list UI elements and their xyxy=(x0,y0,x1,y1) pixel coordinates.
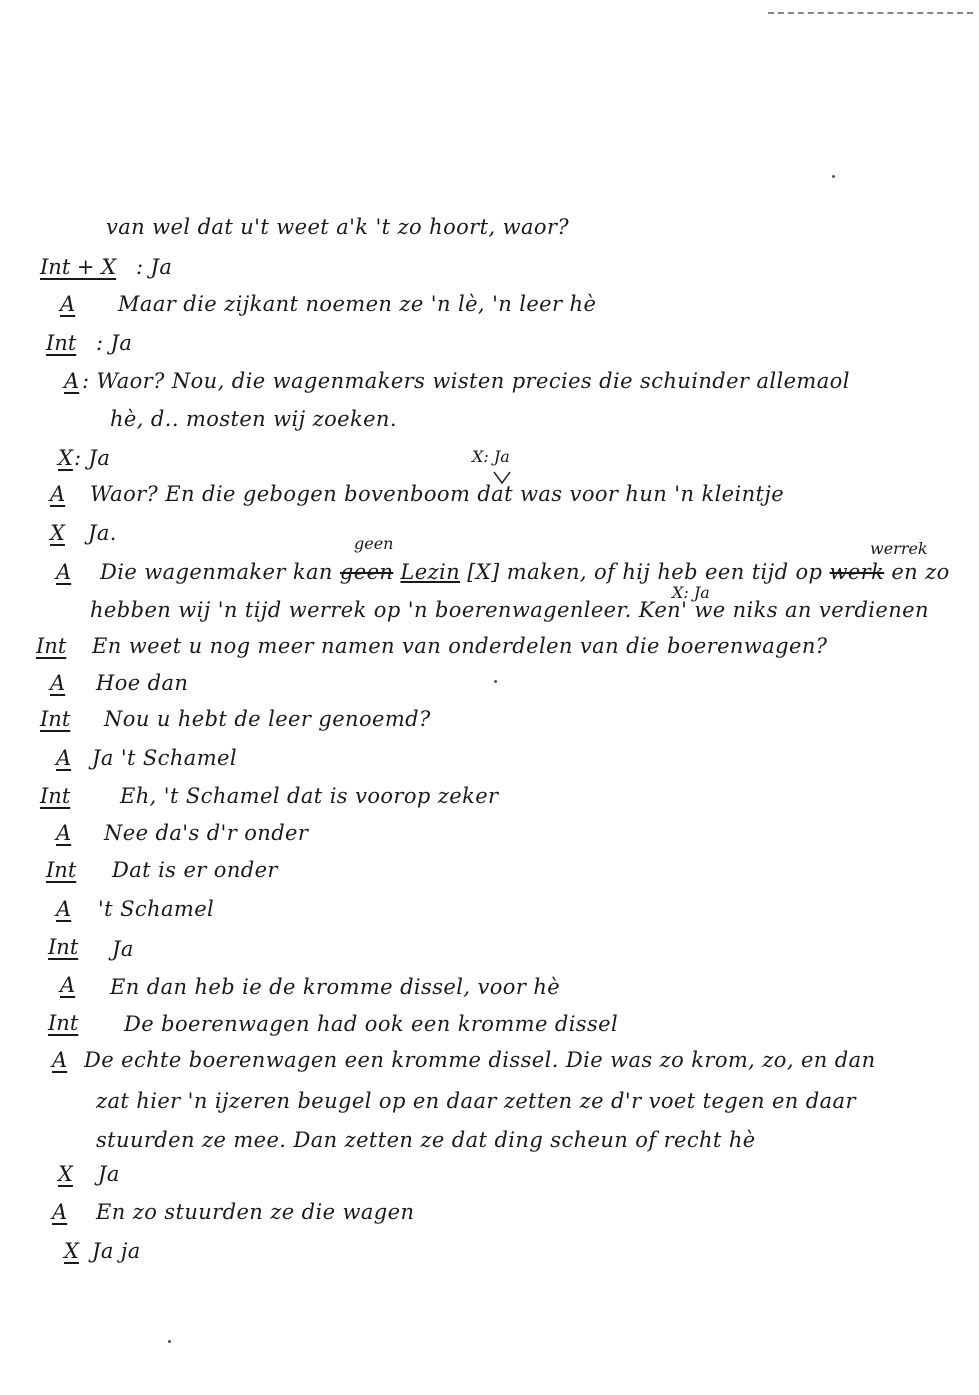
scan-speck xyxy=(494,680,497,683)
transcript-line-21: En dan heb ie de kromme dissel, voor hè xyxy=(110,975,561,999)
transcript-line-7: : Ja xyxy=(74,446,111,470)
transcript-line-28: Ja ja xyxy=(92,1239,141,1263)
transcript-line-25: stuurden ze mee. Dan zetten ze dat ding scheun of recht hè xyxy=(96,1128,756,1152)
transcript-line-16: Eh, 't Schamel dat is voorop zeker xyxy=(120,784,499,808)
transcript-line-4: : Ja xyxy=(96,331,133,355)
transcript-line-9: Ja. xyxy=(88,521,117,545)
transcript-line-22: De boerenwagen had ook een kromme dissel xyxy=(124,1012,619,1036)
interlinear-note-geen: geen xyxy=(354,534,394,553)
speaker-label-int: Int xyxy=(48,935,79,959)
speaker-label-x: X xyxy=(58,446,73,470)
interlinear-note-x-ja-2: X: Ja xyxy=(672,583,710,602)
speaker-label-a: A xyxy=(64,369,80,393)
transcript-line-26: Ja xyxy=(98,1162,120,1186)
speaker-label-a: A xyxy=(56,746,72,770)
underlined-word-lezin: Lezin xyxy=(400,560,461,584)
line-10-part-1: Die wagenmaker kan xyxy=(100,560,333,584)
transcript-line-12: En weet u nog meer namen van onderdelen van die boerenwagen? xyxy=(92,634,828,658)
transcript-line-24: zat hier 'n ijzeren beugel op en daar zetten ze d'r voet tegen en daar xyxy=(96,1089,856,1113)
transcript-line-10 xyxy=(100,559,950,585)
transcript-line-2: : Ja xyxy=(136,255,173,279)
speaker-label-int: Int xyxy=(46,858,77,882)
speaker-label-a: A xyxy=(50,671,66,695)
speaker-label-int: Int xyxy=(46,331,77,355)
transcript-line-11: hebben wij 'n tijd werrek op 'n boerenwagenleer. Ken' we niks an verdienen xyxy=(90,598,929,622)
transcript-line-14: Nou u hebt de leer genoemd? xyxy=(104,707,431,731)
speaker-label-a: A xyxy=(56,821,72,845)
scan-edge-mark xyxy=(768,12,973,16)
speaker-label-x: X xyxy=(50,521,65,545)
speaker-label-int: Int xyxy=(40,784,71,808)
struck-word-geen: geen xyxy=(339,560,394,584)
scan-speck xyxy=(832,175,835,178)
transcript-line-5: : Waor? Nou, die wagenmakers wisten precies die schuinder allemaol xyxy=(82,369,850,393)
transcript-line-8: Waor? En die gebogen bovenboom dat was voor hun 'n kleintje xyxy=(90,482,785,506)
struck-word-werk: werk xyxy=(829,560,885,584)
interlinear-note-x-ja: X: Ja xyxy=(472,447,510,466)
speaker-label-a: A xyxy=(60,973,76,997)
scan-speck xyxy=(168,1340,171,1343)
transcript-line-27: En zo stuurden ze die wagen xyxy=(96,1200,415,1224)
transcript-line-15: Ja 't Schamel xyxy=(92,746,237,770)
speaker-label-int: Int xyxy=(40,707,71,731)
transcript-line-19: 't Schamel xyxy=(98,897,215,921)
transcript-line-6: hè, d.. mosten wij zoeken. xyxy=(110,407,397,431)
transcript-line-20: Ja xyxy=(112,937,134,961)
transcript-line-23: De echte boerenwagen een kromme dissel. Die was zo krom, zo, en dan xyxy=(84,1048,876,1072)
speaker-label-int: Int xyxy=(36,634,67,658)
speaker-label-a: A xyxy=(56,560,72,584)
speaker-label-a: A xyxy=(52,1048,68,1072)
transcript-line-17: Nee da's d'r onder xyxy=(104,821,309,845)
speaker-label-a: A xyxy=(50,482,66,506)
transcript-line-13: Hoe dan xyxy=(96,671,189,695)
transcript-line-18: Dat is er onder xyxy=(112,858,278,882)
speaker-label-x: X xyxy=(58,1162,73,1186)
speaker-label-x: X xyxy=(64,1239,79,1263)
transcript-line-1: van wel dat u't weet a'k 't zo hoort, waor? xyxy=(106,215,570,239)
line-10-part-3: en zo xyxy=(891,560,950,584)
speaker-label-int: Int xyxy=(48,1011,79,1035)
speaker-label-a: A xyxy=(60,292,76,316)
transcript-line-3: Maar die zijkant noemen ze 'n lè, 'n leer hè xyxy=(118,292,597,316)
speaker-label-a: A xyxy=(52,1200,68,1224)
interlinear-note-werrek: werrek xyxy=(870,539,928,558)
line-10-part-2: [X] maken, of hij heb een tijd op xyxy=(467,560,823,584)
speaker-label-int-x: Int + X xyxy=(40,255,117,279)
speaker-label-a: A xyxy=(56,897,72,921)
